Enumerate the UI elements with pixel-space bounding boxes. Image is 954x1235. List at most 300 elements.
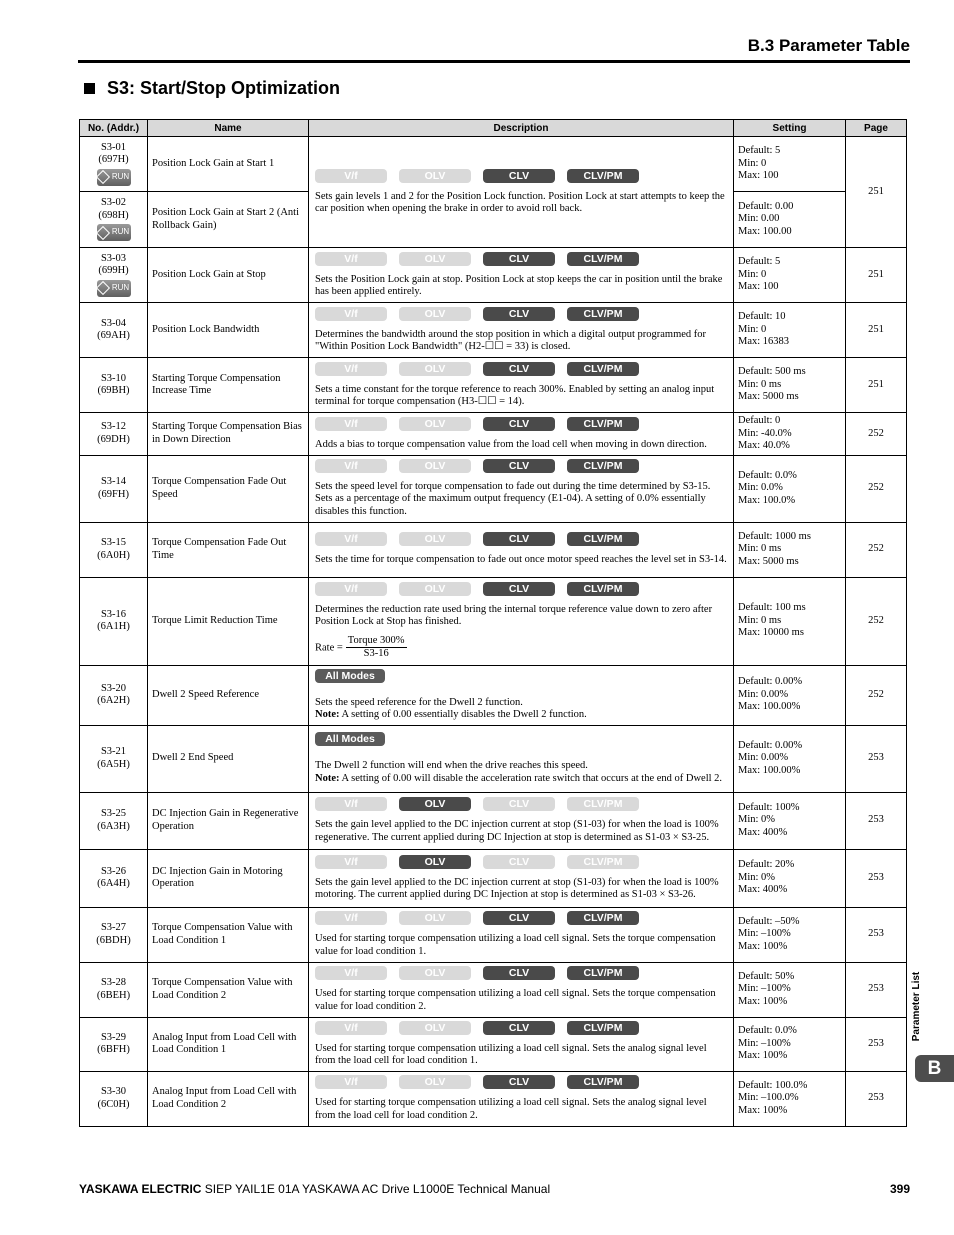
badge-vf: V/f	[315, 252, 387, 266]
badge-clvpm: CLV/PM	[567, 966, 639, 980]
mode-badges	[315, 169, 729, 183]
setting-line: Min: 0%	[738, 871, 776, 883]
badge-all-modes: All Modes	[315, 669, 385, 683]
table-row	[80, 303, 907, 358]
param-setting	[734, 725, 846, 792]
setting-line: Max: 400%	[738, 884, 788, 896]
badge-vf: V/f	[315, 911, 387, 925]
param-number: S3-16	[100, 608, 127, 620]
setting-line: Max: 100.0%	[738, 494, 796, 506]
param-number-cell	[80, 792, 148, 849]
side-tab-letter: B	[915, 1055, 954, 1082]
param-name: Torque Limit Reduction Time	[148, 577, 309, 665]
setting-line: Min: -40.0%	[738, 427, 792, 439]
diamond-icon	[96, 170, 110, 184]
param-page: 253	[846, 1017, 907, 1071]
param-setting	[734, 577, 846, 665]
description-text: Used for starting torque compensation utilizing a load cell signal. Sets the analog signal level from the load cell for load condition 2.	[315, 1097, 707, 1121]
setting-line: Max: 100%	[738, 940, 788, 952]
param-address: (69FH)	[98, 488, 129, 500]
footer-doc: SIEP YAIL1E 01A YASKAWA AC Drive L1000E Technical Manual	[201, 1182, 551, 1196]
param-name: Torque Compensation Value with Load Condition 2	[148, 962, 309, 1017]
param-address: (6C0H)	[97, 1098, 130, 1110]
param-name: Starting Torque Compensation Increase Time	[148, 358, 309, 413]
setting-line: Default: 0.00	[738, 200, 794, 212]
badge-olv: OLV	[399, 169, 471, 183]
run-label: RUN	[111, 171, 130, 181]
badge-all-modes: All Modes	[315, 732, 385, 746]
param-description	[309, 907, 734, 962]
badge-clv: CLV	[483, 966, 555, 980]
param-name: Position Lock Gain at Stop	[148, 248, 309, 303]
badge-clv: CLV	[483, 532, 555, 546]
param-number-cell	[80, 907, 148, 962]
badge-olv: OLV	[399, 911, 471, 925]
badge-vf: V/f	[315, 1075, 387, 1089]
formula-numerator: Torque 300%	[346, 635, 407, 649]
badge-clvpm: CLV/PM	[567, 459, 639, 473]
table-row	[80, 577, 907, 665]
param-address: (6A1H)	[97, 621, 130, 632]
col-header-name: Name	[148, 120, 309, 137]
setting-line: Default: 20%	[738, 859, 795, 871]
setting-line: Max: 400%	[738, 826, 788, 838]
setting-line: Default: 50%	[738, 970, 795, 982]
setting-line: Min: 0	[738, 323, 767, 335]
param-number: S3-30	[100, 1086, 127, 1097]
param-setting	[734, 907, 846, 962]
badge-clvpm: CLV/PM	[567, 362, 639, 376]
table-row	[80, 792, 907, 849]
param-number-cell	[80, 665, 148, 725]
param-number: S3-20	[100, 682, 127, 694]
table-header-row	[80, 120, 907, 137]
param-number: S3-02	[100, 197, 127, 208]
formula-lhs: Rate =	[315, 641, 343, 653]
param-setting	[734, 665, 846, 725]
param-description	[309, 303, 734, 358]
badge-vf: V/f	[315, 966, 387, 980]
description-text: Determines the reduction rate used bring the internal torque reference value down to zero after Position Lock at Stop has finished.	[315, 603, 713, 627]
diamond-icon	[96, 225, 110, 239]
param-number: S3-27	[100, 922, 127, 933]
param-description	[309, 849, 734, 907]
param-address: (6A2H)	[97, 695, 130, 706]
badge-olv: OLV	[399, 582, 471, 596]
param-name: Starting Torque Compensation Bias in Down Direction	[148, 413, 309, 456]
param-setting	[734, 192, 846, 248]
table-row	[80, 725, 907, 792]
run-label: RUN	[111, 227, 130, 237]
badge-clv: CLV	[483, 252, 555, 266]
table-row	[80, 1017, 907, 1071]
note-text: A setting of 0.00 will disable the acceleration rate switch that occurs at the end of Dwell 2.	[341, 772, 723, 784]
param-setting	[734, 248, 846, 303]
parameter-table	[79, 119, 907, 1127]
badge-vf: V/f	[315, 532, 387, 546]
mode-badges	[315, 307, 729, 321]
setting-line: Default: 5	[738, 145, 781, 157]
mode-badges	[315, 532, 729, 546]
param-address: (699H)	[98, 265, 129, 276]
formula-denominator: S3-16	[363, 648, 389, 659]
col-header-no: No. (Addr.)	[80, 120, 148, 137]
mode-badges	[315, 417, 729, 431]
setting-line: Max: 5000 ms	[738, 391, 799, 403]
param-page: 253	[846, 725, 907, 792]
setting-line: Default: 0.00%	[738, 676, 803, 688]
param-name: Position Lock Gain at Start 2 (Anti Rollback Gain)	[148, 192, 309, 248]
param-number-cell	[80, 303, 148, 358]
badge-vf: V/f	[315, 307, 387, 321]
param-description	[309, 962, 734, 1017]
mode-badges	[315, 797, 729, 811]
param-address: (6A3H)	[97, 820, 130, 832]
badge-olv: OLV	[399, 532, 471, 546]
param-setting	[734, 303, 846, 358]
param-page: 253	[846, 907, 907, 962]
badge-olv: OLV	[399, 459, 471, 473]
param-page: 251	[846, 303, 907, 358]
description-text: Sets the gain level applied to the DC injection current at stop (S1-03) for when the load is 100% regenerative. The current applied during DC Injection at stop is determined as S1-03 × S3-25.	[315, 819, 719, 843]
mode-badges	[315, 252, 729, 266]
badge-clvpm: CLV/PM	[567, 169, 639, 183]
param-name: DC Injection Gain in Motoring Operation	[148, 849, 309, 907]
setting-line: Max: 100.00%	[738, 701, 801, 713]
badge-clvpm: CLV/PM	[567, 417, 639, 431]
table-row	[80, 137, 907, 192]
note-text: A setting of 0.00 essentially disables the Dwell 2 function.	[341, 709, 587, 720]
badge-clv: CLV	[483, 582, 555, 596]
param-number: S3-25	[100, 808, 127, 819]
param-description	[309, 455, 734, 522]
mode-badges	[315, 1021, 729, 1035]
param-setting	[734, 522, 846, 577]
param-address: (69BH)	[97, 385, 130, 396]
param-number-cell	[80, 1017, 148, 1071]
setting-line: Min: 0	[738, 157, 767, 169]
setting-line: Min: 0.0%	[738, 482, 783, 494]
param-description	[309, 665, 734, 725]
param-number: S3-12	[100, 421, 127, 433]
description-text: Used for starting torque compensation utilizing a load cell signal. Sets the torque compensation value for load condition 2.	[315, 988, 716, 1012]
section-title	[84, 78, 340, 99]
section-title-text: S3: Start/Stop Optimization	[107, 78, 341, 98]
param-number-cell	[80, 137, 148, 192]
setting-line: Min: –100%	[738, 928, 791, 940]
param-name: DC Injection Gain in Regenerative Operation	[148, 792, 309, 849]
param-name: Position Lock Gain at Start 1	[148, 137, 309, 192]
setting-line: Default: 100%	[738, 801, 800, 813]
param-page: 253	[846, 849, 907, 907]
param-setting	[734, 358, 846, 413]
param-number-cell	[80, 522, 148, 577]
table-row	[80, 665, 907, 725]
table-row	[80, 358, 907, 413]
badge-clvpm: CLV/PM	[567, 307, 639, 321]
param-number-cell	[80, 725, 148, 792]
setting-line: Max: 100%	[738, 995, 788, 1007]
side-tab-label: Parameter List	[911, 971, 923, 1042]
table-row	[80, 522, 907, 577]
param-name: Analog Input from Load Cell with Load Condition 2	[148, 1071, 309, 1126]
badge-clvpm: CLV/PM	[567, 797, 639, 811]
setting-line: Min: 0	[738, 268, 767, 280]
table-row	[80, 248, 907, 303]
param-page: 252	[846, 455, 907, 522]
param-number: S3-21	[100, 746, 127, 757]
setting-line: Default: 5	[738, 256, 781, 268]
table-row	[80, 849, 907, 907]
param-description	[309, 522, 734, 577]
param-page: 252	[846, 522, 907, 577]
param-name: Dwell 2 End Speed	[148, 725, 309, 792]
param-page: 251	[846, 358, 907, 413]
badge-olv: OLV	[399, 362, 471, 376]
param-description	[309, 137, 734, 248]
param-number-cell	[80, 248, 148, 303]
badge-clv: CLV	[483, 911, 555, 925]
badge-olv: OLV	[399, 252, 471, 266]
note-label: Note:	[315, 709, 340, 720]
description-text: Sets gain levels 1 and 2 for the Position Lock function. Position Lock at start attempts to keep the car position when opening the brake in order to avoid roll back.	[315, 190, 725, 214]
badge-clv: CLV	[483, 1075, 555, 1089]
param-number: S3-01	[100, 141, 127, 153]
param-number-cell	[80, 577, 148, 665]
description-text: Sets the speed reference for the Dwell 2 function.	[315, 696, 523, 708]
run-label: RUN	[111, 282, 130, 292]
badge-clvpm: CLV/PM	[567, 911, 639, 925]
param-number: S3-15	[100, 537, 127, 548]
mode-badges	[315, 362, 729, 376]
param-number-cell	[80, 455, 148, 522]
mode-badges	[315, 459, 729, 473]
badge-olv: OLV	[399, 797, 471, 811]
description-text: Sets the gain level applied to the DC injection current at stop (S1-03) for when the load is 100% motoring. The current applied during DC Injection at stop is determined as S1-03 × S3-26.	[315, 876, 719, 900]
page-number: 399	[889, 1182, 910, 1196]
badge-vf: V/f	[315, 855, 387, 869]
setting-line: Default: 0.0%	[738, 1025, 797, 1037]
mode-badges	[315, 1075, 729, 1089]
param-description	[309, 725, 734, 792]
param-name: Dwell 2 Speed Reference	[148, 665, 309, 725]
param-address: (6A5H)	[97, 758, 130, 770]
setting-line: Max: 100%	[738, 1104, 788, 1116]
param-page: 252	[846, 665, 907, 725]
description-text: Adds a bias to torque compensation value from the load cell when moving in down direction.	[315, 438, 707, 450]
description-text: Sets the speed level for torque compensation to fade out during the time determined by S3-15. Sets as a percentage of the maximum output frequency (E1-04). A setting of 0.0% essentially disables this function.	[315, 480, 711, 517]
param-name: Torque Compensation Fade Out Speed	[148, 455, 309, 522]
param-number-cell	[80, 358, 148, 413]
mode-badges	[315, 855, 729, 869]
badge-clv: CLV	[483, 855, 555, 869]
param-address: (69DH)	[97, 433, 130, 445]
run-badge-icon	[97, 224, 131, 241]
param-page: 251	[846, 137, 907, 248]
badge-vf: V/f	[315, 169, 387, 183]
description-text: Used for starting torque compensation utilizing a load cell signal. Sets the analog signal level from the load cell for load condition 1.	[315, 1042, 707, 1066]
setting-line: Max: 40.0%	[738, 440, 790, 451]
page-footer	[79, 1182, 550, 1196]
param-address: (6BDH)	[96, 934, 131, 946]
param-description	[309, 1017, 734, 1071]
setting-line: Default: 0.0%	[738, 469, 797, 481]
param-page: 253	[846, 792, 907, 849]
param-name: Torque Compensation Fade Out Time	[148, 522, 309, 577]
setting-line: Max: 16383	[738, 336, 790, 348]
setting-line: Max: 100.00	[738, 225, 792, 237]
badge-clv: CLV	[483, 417, 555, 431]
setting-line: Min: 0 ms	[738, 378, 782, 390]
run-badge-icon	[97, 169, 131, 186]
param-name: Position Lock Bandwidth	[148, 303, 309, 358]
description-text: Sets the Position Lock gain at stop. Position Lock at stop keeps the car in position until the brake has been applied entirely.	[315, 273, 723, 297]
badge-olv: OLV	[399, 307, 471, 321]
param-number: S3-26	[100, 865, 127, 877]
mode-badges	[315, 669, 729, 689]
param-number: S3-28	[100, 977, 127, 988]
rate-formula	[315, 635, 729, 661]
setting-line: Min: 0%	[738, 814, 776, 826]
description-text: Sets the time for torque compensation to fade out once motor speed reaches the level set in S3-14.	[315, 554, 727, 566]
note-label: Note:	[315, 772, 340, 784]
param-number: S3-03	[100, 252, 127, 264]
param-setting	[734, 455, 846, 522]
badge-vf: V/f	[315, 797, 387, 811]
badge-olv: OLV	[399, 1075, 471, 1089]
param-description	[309, 358, 734, 413]
badge-clvpm: CLV/PM	[567, 532, 639, 546]
badge-clv: CLV	[483, 362, 555, 376]
description-note	[315, 709, 729, 722]
table-row	[80, 907, 907, 962]
footer-brand: YASKAWA ELECTRIC	[79, 1182, 202, 1196]
badge-vf: V/f	[315, 582, 387, 596]
param-setting	[734, 1017, 846, 1071]
col-header-description: Description	[309, 120, 734, 137]
setting-line: Default: 10	[738, 311, 786, 323]
param-number-cell	[80, 1071, 148, 1126]
badge-clvpm: CLV/PM	[567, 252, 639, 266]
col-header-page: Page	[846, 120, 907, 137]
setting-line: Min: 0 ms	[738, 543, 782, 555]
param-address: (6A0H)	[97, 549, 130, 561]
param-description	[309, 792, 734, 849]
badge-clvpm: CLV/PM	[567, 1021, 639, 1035]
param-setting	[734, 849, 846, 907]
setting-line: Default: 0.00%	[738, 739, 803, 751]
setting-line: Max: 10000 ms	[738, 627, 804, 639]
param-number-cell	[80, 413, 148, 456]
param-description	[309, 413, 734, 456]
param-setting	[734, 962, 846, 1017]
setting-line: Min: –100.0%	[738, 1092, 799, 1104]
setting-line: Min: 0.00%	[738, 752, 789, 764]
param-page: 252	[846, 413, 907, 456]
table-row	[80, 962, 907, 1017]
formula-fraction	[346, 635, 407, 661]
table-row	[80, 455, 907, 522]
badge-vf: V/f	[315, 362, 387, 376]
badge-clvpm: CLV/PM	[567, 1075, 639, 1089]
param-address: (6BFH)	[97, 1044, 130, 1055]
param-number-cell	[80, 849, 148, 907]
badge-clv: CLV	[483, 307, 555, 321]
badge-clvpm: CLV/PM	[567, 855, 639, 869]
param-description	[309, 1071, 734, 1126]
param-number: S3-10	[100, 372, 127, 384]
param-address: (6BEH)	[96, 989, 131, 1001]
badge-clv: CLV	[483, 797, 555, 811]
setting-line: Max: 100	[738, 281, 779, 293]
section-header: B.3 Parameter Table	[747, 36, 910, 55]
setting-line: Default: –50%	[738, 915, 800, 927]
badge-clvpm: CLV/PM	[567, 582, 639, 596]
param-setting	[734, 792, 846, 849]
param-number: S3-04	[100, 317, 127, 329]
param-address: (697H)	[98, 154, 129, 165]
badge-clv: CLV	[483, 169, 555, 183]
bullet-square-icon	[84, 83, 95, 94]
badge-vf: V/f	[315, 459, 387, 473]
param-address: (698H)	[98, 209, 129, 221]
param-setting	[734, 1071, 846, 1126]
setting-line: Max: 100	[738, 170, 779, 182]
setting-line: Min: –100%	[738, 983, 791, 995]
description-text: The Dwell 2 function will end when the drive reaches this speed.	[315, 760, 588, 771]
param-address: (69AH)	[97, 330, 130, 341]
description-text: Used for starting torque compensation utilizing a load cell signal. Sets the torque compensation value for load condition 1.	[315, 933, 716, 957]
description-text: Sets a time constant for the torque reference to reach 300%. Enabled by setting an analog input terminal for torque compensation (H3-☐☐ = 14).	[315, 383, 715, 407]
setting-line: Min: 0.00%	[738, 688, 789, 700]
mode-badges	[315, 582, 729, 596]
badge-clv: CLV	[483, 459, 555, 473]
badge-olv: OLV	[399, 1021, 471, 1035]
param-page: 253	[846, 962, 907, 1017]
header-rule	[78, 60, 910, 63]
setting-line: Default: 100 ms	[738, 602, 806, 614]
param-number-cell	[80, 962, 148, 1017]
mode-badges	[315, 732, 729, 752]
badge-olv: OLV	[399, 417, 471, 431]
setting-line: Default: 500 ms	[738, 366, 806, 378]
param-description	[309, 248, 734, 303]
param-page: 252	[846, 577, 907, 665]
mode-badges	[315, 911, 729, 925]
setting-line: Min: –100%	[738, 1037, 791, 1049]
setting-line: Min: 0.00	[738, 213, 780, 225]
description-text: Determines the bandwidth around the stop position in which a digital output programmed for "Within Position Lock Bandwidth" (H2-☐☐ = 33) is closed.	[315, 328, 707, 352]
run-badge-icon	[97, 280, 131, 297]
mode-badges	[315, 966, 729, 980]
description-note	[315, 773, 729, 786]
setting-line: Default: 0	[738, 415, 781, 426]
param-setting	[734, 413, 846, 456]
param-page: 251	[846, 248, 907, 303]
badge-vf: V/f	[315, 1021, 387, 1035]
setting-line: Max: 5000 ms	[738, 555, 799, 567]
param-number-cell	[80, 192, 148, 248]
setting-line: Default: 1000 ms	[738, 530, 811, 542]
setting-line: Min: 0 ms	[738, 614, 782, 626]
param-name: Torque Compensation Value with Load Condition 1	[148, 907, 309, 962]
param-address: (6A4H)	[97, 878, 130, 889]
table-row	[80, 413, 907, 456]
param-name: Analog Input from Load Cell with Load Condition 1	[148, 1017, 309, 1071]
setting-line: Max: 100%	[738, 1050, 788, 1062]
badge-olv: OLV	[399, 966, 471, 980]
param-number: S3-14	[100, 476, 127, 487]
